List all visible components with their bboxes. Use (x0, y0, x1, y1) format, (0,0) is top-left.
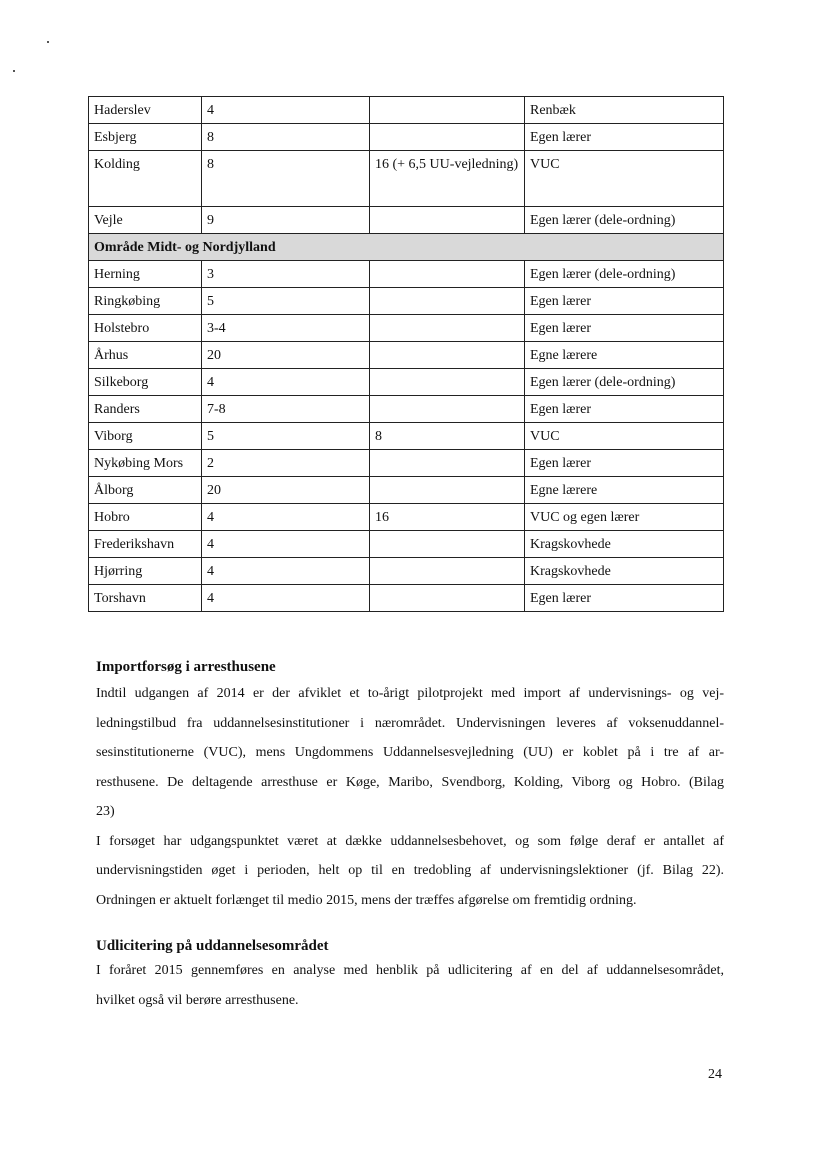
provider-cell: VUC (525, 151, 724, 207)
count-cell: 3-4 (202, 315, 370, 342)
scan-speck (47, 41, 49, 43)
count-cell: 20 (202, 477, 370, 504)
count-cell: 7-8 (202, 396, 370, 423)
lessons-cell (370, 585, 525, 612)
lessons-cell (370, 477, 525, 504)
table-row (89, 151, 724, 207)
count-cell: 5 (202, 423, 370, 450)
table-row (89, 423, 724, 450)
provider-cell: Egen lærer (525, 288, 724, 315)
city-cell: Torshavn (89, 585, 202, 612)
section-heading-import: Importforsøg i arresthusene (96, 659, 276, 675)
table-row (89, 342, 724, 369)
paragraph-line: undervisningstiden øget i perioden, helt op til en tredobling af undervisningslektioner (jf. Bilag 22). (96, 863, 724, 878)
city-cell: Vejle (89, 207, 202, 234)
count-cell: 8 (202, 151, 370, 207)
provider-cell: Egen lærer (525, 124, 724, 151)
city-cell: Ringkøbing (89, 288, 202, 315)
table-row (89, 207, 724, 234)
paragraph-line: hvilket også vil berøre arresthusene. (96, 992, 299, 1008)
lessons-cell (370, 288, 525, 315)
city-cell: Århus (89, 342, 202, 369)
lessons-cell (370, 450, 525, 477)
page-number: 24 (708, 1067, 722, 1082)
provider-cell: Kragskovhede (525, 558, 724, 585)
section-heading-udlicitering: Udlicitering på uddannelsesområdet (96, 938, 329, 954)
paragraph-line: I forsøget har udgangspunktet været at dække uddannelsesbehovet, og som følge deraf er antallet af (96, 833, 724, 849)
provider-cell: Egen lærer (525, 450, 724, 477)
paragraph-line: sesinstitutionerne (VUC), mens Ungdommens Uddannelsesvejledning (UU) er koblet på i tre af ar- (96, 745, 724, 760)
lessons-cell (370, 342, 525, 369)
scan-speck (13, 70, 15, 72)
provider-cell: VUC (525, 423, 724, 450)
lessons-cell: 16 (370, 504, 525, 531)
table-row (89, 261, 724, 288)
count-cell: 9 (202, 207, 370, 234)
city-cell: Herning (89, 261, 202, 288)
count-cell: 4 (202, 585, 370, 612)
provider-cell: Kragskovhede (525, 531, 724, 558)
lessons-cell: 16 (+ 6,5 UU-vejledning) (370, 151, 525, 207)
table-row (89, 124, 724, 151)
provider-cell: Egen lærer (525, 396, 724, 423)
lessons-cell (370, 124, 525, 151)
provider-cell: Egne lærere (525, 477, 724, 504)
table-row (89, 585, 724, 612)
paragraph-line: I foråret 2015 gennemføres en analyse med henblik på udlicitering af en del af uddannelsesområdet, (96, 963, 724, 978)
count-cell: 4 (202, 558, 370, 585)
table-row (89, 369, 724, 396)
provider-cell: Egne lærere (525, 342, 724, 369)
city-cell: Silkeborg (89, 369, 202, 396)
provider-cell: Egen lærer (dele-ordning) (525, 261, 724, 288)
table-row (89, 450, 724, 477)
city-cell: Esbjerg (89, 124, 202, 151)
section-header-cell: Område Midt- og Nordjylland (89, 234, 724, 261)
provider-cell: VUC og egen lærer (525, 504, 724, 531)
city-cell: Viborg (89, 423, 202, 450)
lessons-cell (370, 207, 525, 234)
table-row (89, 531, 724, 558)
paragraph-line: 23) (96, 804, 115, 819)
count-cell: 20 (202, 342, 370, 369)
city-cell: Frederikshavn (89, 531, 202, 558)
provider-cell: Egen lærer (525, 585, 724, 612)
provider-cell: Egen lærer (dele-ordning) (525, 369, 724, 396)
table-row (89, 396, 724, 423)
lessons-cell (370, 261, 525, 288)
count-cell: 8 (202, 124, 370, 151)
count-cell: 3 (202, 261, 370, 288)
table-row (89, 477, 724, 504)
lessons-cell (370, 315, 525, 342)
lessons-cell (370, 531, 525, 558)
count-cell: 4 (202, 531, 370, 558)
provider-cell: Egen lærer (dele-ordning) (525, 207, 724, 234)
count-cell: 5 (202, 288, 370, 315)
table-row (89, 97, 724, 124)
provider-cell: Renbæk (525, 97, 724, 124)
count-cell: 4 (202, 97, 370, 124)
city-cell: Ålborg (89, 477, 202, 504)
provider-cell: Egen lærer (525, 315, 724, 342)
section-header-row (89, 234, 724, 261)
lessons-cell (370, 369, 525, 396)
paragraph-line: Ordningen er aktuelt forlænget til medio 2015, mens der træffes afgørelse om fremtidig ordning. (96, 892, 637, 908)
city-cell: Nykøbing Mors (89, 450, 202, 477)
table-row (89, 288, 724, 315)
table-row (89, 315, 724, 342)
lessons-cell (370, 97, 525, 124)
city-cell: Hobro (89, 504, 202, 531)
city-cell: Haderslev (89, 97, 202, 124)
count-cell: 4 (202, 369, 370, 396)
paragraph-line: Indtil udgangen af 2014 er der afviklet et to-årigt pilotprojekt med import af undervisnings- og vej- (96, 686, 724, 701)
table-row (89, 558, 724, 585)
lessons-cell (370, 558, 525, 585)
count-cell: 2 (202, 450, 370, 477)
count-cell: 4 (202, 504, 370, 531)
paragraph-line: resthusene. De deltagende arresthuse er Køge, Maribo, Svendborg, Kolding, Viborg og Hobro. (Bilag (96, 774, 724, 790)
city-cell: Hjørring (89, 558, 202, 585)
city-cell: Kolding (89, 151, 202, 207)
paragraph-line: ledningstilbud fra uddannelsesinstitutioner i nærområdet. Undervisningen leveres af voksenuddannel- (96, 715, 724, 731)
city-cell: Holstebro (89, 315, 202, 342)
city-cell: Randers (89, 396, 202, 423)
table-row (89, 504, 724, 531)
lessons-cell (370, 396, 525, 423)
education-table (88, 96, 724, 612)
lessons-cell: 8 (370, 423, 525, 450)
